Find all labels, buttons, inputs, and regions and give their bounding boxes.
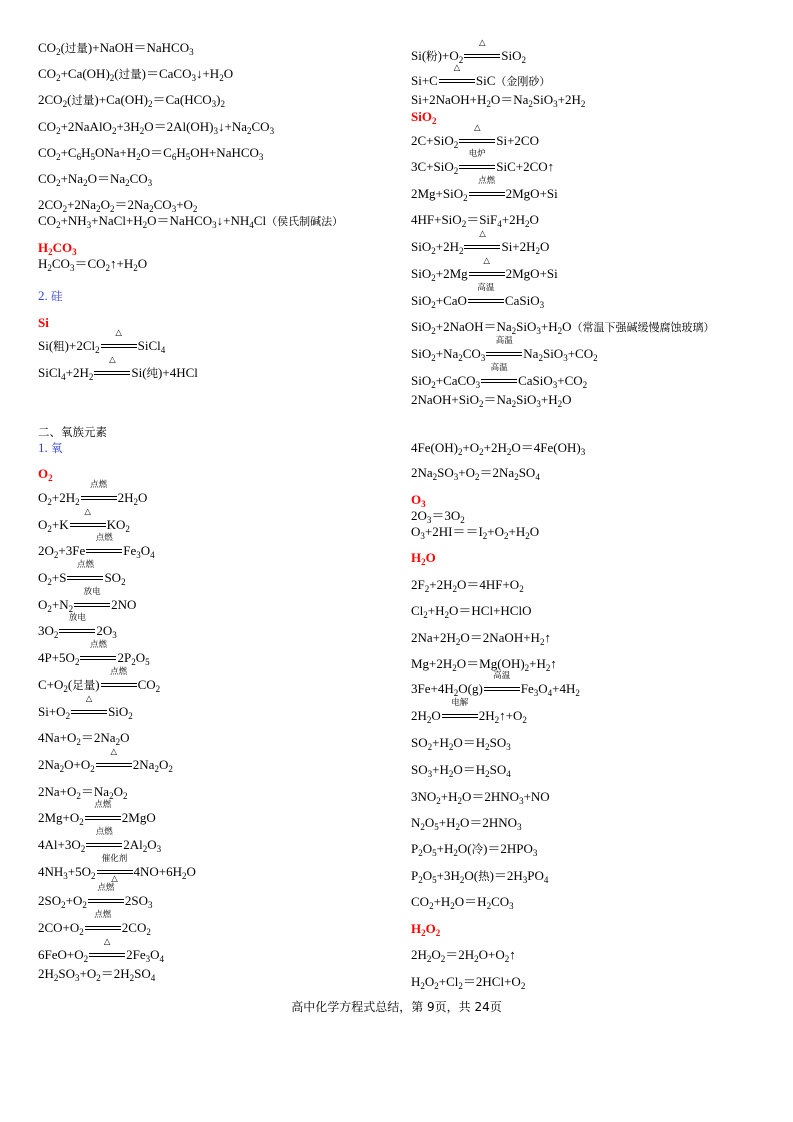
equation-line: 2C+SiO$_2$ △ Si+2CO — [411, 123, 539, 150]
equation-line: $2CO_2+2Na_2O_2=2Na_2CO_3+O_2$ — [38, 197, 198, 214]
equation-line: Si(粉)$+O_2$ △ SiO$_2$ — [411, 38, 526, 65]
section-heading: $H_2O_2$ — [411, 921, 441, 938]
section-heading: $O_3$ — [411, 492, 426, 509]
equation-line: $4P+5O_2$ 点燃 $2P_2O_5$ — [38, 640, 150, 667]
section-heading: $H_2O$ — [411, 550, 436, 567]
equation-line: $2Na_2O+O_2$ △ $2Na_2O_2$ — [38, 747, 173, 774]
equation-line: $O_2+K$ △ $KO_2$ — [38, 507, 130, 534]
equation-line: $2Na_2SO_3+O_2=2Na_2SO_4$ — [411, 465, 540, 482]
equation-line: Si+C △ SiC（金刚砂） — [411, 63, 551, 88]
equation-line: $3NO_2+H_2O=2HNO_3+NO$ — [411, 789, 550, 806]
equation-line: $SO_2+H_2O=H_2SO_3$ — [411, 735, 511, 752]
equation-line: Si(粗)$+2Cl_2$ △ SiCl$_4$ — [38, 328, 166, 355]
equation-line: $CO_2+NH_3+NaCl+H_2O=NaHCO_3↓+NH_4Cl$（侯氏制碱法） — [38, 213, 344, 230]
equation-line: $Cl_2+H_2O=HCl+HClO$ — [411, 603, 532, 620]
subsection-heading: 2. 硅 — [38, 288, 63, 303]
equation-line: $2SO_2+O_2$ 点燃 $2SO_3$ — [38, 883, 153, 910]
section-heading: $H_2CO_3$ — [38, 240, 77, 257]
equation-line: $SiO_2+Na_2CO_3$ 高温 $Na_2SiO_3+CO_2$ — [411, 336, 598, 363]
equation-line: $2H_2SO_3+O_2=2H_2SO_4$ — [38, 966, 156, 983]
equation-line: $CO_2+Ca(OH)_2$(过量)$=CaCO_3↓+H_2O$ — [38, 66, 234, 83]
equation-line: $CO_2+Na_2O=Na_2CO_3$ — [38, 171, 153, 188]
equation-line: $Si+O_2$ △ SiO$_2$ — [38, 694, 133, 721]
equation-line: $CO_2+2NaAlO_2+3H_2O=2Al(OH)_3↓+Na_2CO_3$ — [38, 119, 275, 136]
equation-line: $P_2O_5+H_2O$(冷)$=2HPO_3$ — [411, 841, 538, 858]
equation-line: $CO_2+H_2O=H_2CO_3$ — [411, 894, 514, 911]
page-footer: 高中化学方程式总结，第 9页，共 24页 — [291, 1000, 502, 1014]
equation-line: SiO$_2$+CaO 高温 CaSiO$_3$ — [411, 283, 545, 310]
equation-line: $SO_3+H_2O=H_2SO_4$ — [411, 762, 511, 779]
subsection-heading: 1. 氧 — [38, 440, 63, 455]
equation-line: $2H_2O$ 电解 $2H_2↑+O_2$ — [411, 698, 527, 725]
equation-line: $2O_3=3O_2$ — [411, 508, 465, 525]
equation-line: SiO$_2$+CaCO$_3$ 高温 $CaSiO_3+CO_2$ — [411, 363, 588, 390]
equation-line: $2CO_2$(过量)$+Ca(OH)_2=Ca(HCO_3)_2$ — [38, 92, 226, 109]
equation-line: $2CO+O_2$ 点燃 $2CO_2$ — [38, 910, 151, 937]
chapter-heading: 二、氧族元素 — [38, 425, 107, 439]
equation-line: $O_2+S$ 点燃 $SO_2$ — [38, 560, 126, 587]
equation-line: $3Fe+4H_2O(g)$ 高温 $Fe_3O_4+4H_2$ — [411, 671, 580, 698]
equation-line: $2NaOH+SiO_2=Na_2SiO_3+H_2O$ — [411, 392, 572, 409]
equation-line: $3O_2$ 放电 $2O_3$ — [38, 613, 117, 640]
equation-line: $SiO_2+2NaOH=Na_2SiO_3+H_2O$（常温下强碱缓慢腐蚀玻璃） — [411, 319, 715, 336]
equation-line: $O_2+2H_2$ 点燃 $2H_2O$ — [38, 480, 148, 507]
equation-line: $4Na+O_2=2Na_2O$ — [38, 730, 130, 747]
equation-line: $2Mg+O_2$ 点燃 2MgO — [38, 800, 156, 827]
equation-line: $P_2O_5+3H_2O$(热)$=2H_3PO_4$ — [411, 868, 549, 885]
equation-line: $O_2+N_2$ 放电 2NO — [38, 587, 137, 614]
equation-line: $SiCl_4+2H_2$ △ Si(纯)+4HCl — [38, 355, 198, 382]
equation-line: $2Na+O_2=Na_2O_2$ — [38, 784, 128, 801]
equation-line: $2F_2+2H_2O=4HF+O_2$ — [411, 577, 524, 594]
equation-line: $6FeO+O_2$ △ $2Fe_3O_4$ — [38, 937, 164, 964]
equation-line: $H_2CO_3=CO_2↑+H_2O$ — [38, 256, 148, 273]
equation-line: $2O_2+3Fe$ 点燃 $Fe_3O_4$ — [38, 533, 155, 560]
equation-line: $Mg+2H_2O=Mg(OH)_2+H_2↑$ — [411, 656, 557, 673]
equation-line: $4Fe(OH)_2+O_2+2H_2O=4Fe(OH)_3$ — [411, 440, 586, 457]
equation-line: $H_2O_2+Cl_2=2HCl+O_2$ — [411, 974, 526, 991]
section-heading: SiO$_2$ — [411, 109, 437, 126]
section-heading: Si — [38, 315, 49, 330]
equation-line: 3C+SiO$_2$ 电炉 SiC+2CO↑ — [411, 149, 555, 176]
equation-line: $O_3+2HI==I_2+O_2+H_2O$ — [411, 524, 540, 541]
equation-line: 2Mg+SiO$_2$ 点燃 2MgO+Si — [411, 176, 558, 203]
equation-line: $2H_2O_2=2H_2O+O_2↑$ — [411, 947, 516, 964]
equation-line: $2Na+2H_2O=2NaOH+H_2↑$ — [411, 630, 551, 647]
equation-line: $N_2O_5+H_2O=2HNO_3$ — [411, 815, 522, 832]
equation-line: $4Al+3O_2$ 点燃 $2Al_2O_3$ — [38, 827, 162, 854]
equation-line: $CO_2$(过量)+NaOH＝NaHCO$_3$ — [38, 40, 194, 57]
section-heading: $O_2$ — [38, 466, 53, 483]
equation-line: $4HF+SiO_2=SiF_4+2H_2O$ — [411, 212, 539, 229]
equation-line: $CO_2+C_6H_5ONa+H_2O=C_6H_5OH+NaHCO_3$ — [38, 145, 264, 162]
equation-line: $Si+2NaOH+H_2O=Na_2SiO_3+2H_2$ — [411, 92, 586, 109]
equation-line: $C+O_2$(足量) 点燃 $CO_2$ — [38, 667, 161, 694]
equation-line: $4NH_3+5O_2$ 催化剂 △ $4NO+6H_2O$ — [38, 854, 196, 884]
equation-line: $SiO_2+2H_2$ △ $Si+2H_2O$ — [411, 229, 550, 256]
equation-line: SiO$_2$+2Mg △ 2MgO+Si — [411, 256, 558, 283]
